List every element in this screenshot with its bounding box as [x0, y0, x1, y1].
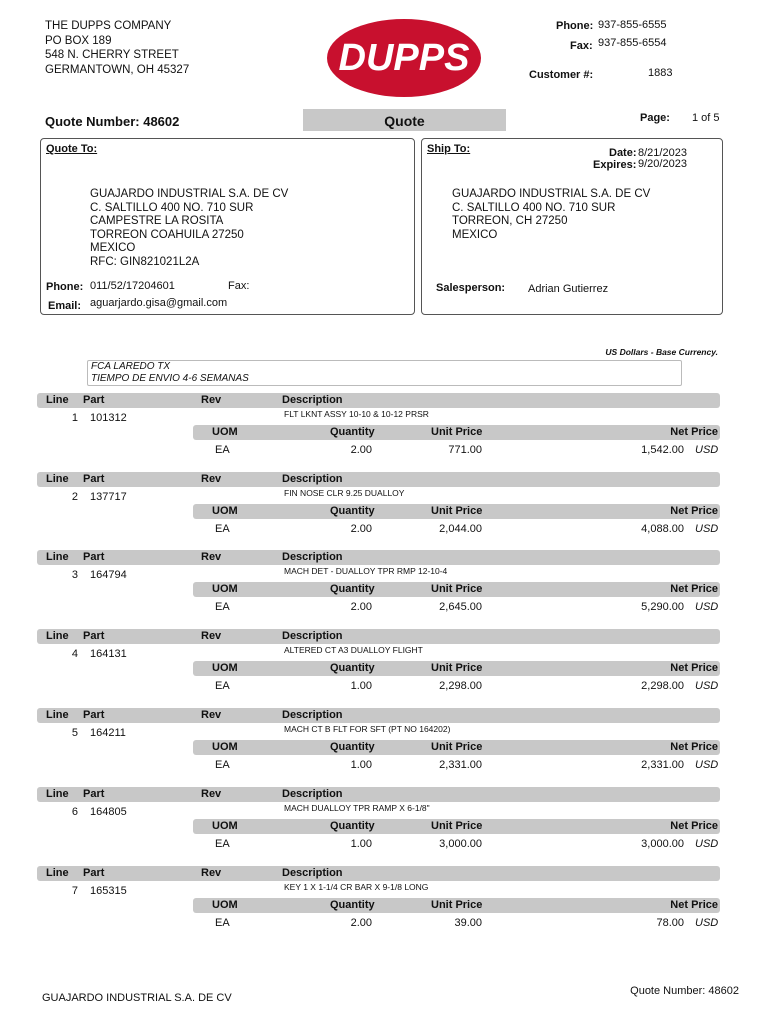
col-uom-header: UOM	[212, 426, 238, 438]
item-line-number: 2	[71, 491, 78, 503]
item-header-bar	[37, 550, 720, 565]
item-quantity: 1.00	[350, 838, 372, 850]
item-part-number: 137717	[90, 491, 127, 503]
col-unit-price-header: Unit Price	[431, 899, 483, 911]
col-rev-header: Rev	[201, 394, 222, 406]
quote-banner: Quote	[303, 109, 506, 131]
quote-date: 8/21/2023	[638, 147, 687, 159]
date-label: Date:	[609, 147, 637, 159]
col-net-price-header: Net Price	[670, 662, 718, 674]
dupps-logo	[326, 18, 482, 98]
col-unit-price-header: Unit Price	[431, 583, 483, 595]
item-quantity: 1.00	[350, 680, 372, 692]
item-line-number: 4	[71, 648, 78, 660]
col-rev-header: Rev	[201, 551, 222, 563]
item-price-header-bar	[193, 898, 720, 913]
item-net-price: 1,542.00	[641, 444, 684, 456]
col-description-header: Description	[282, 473, 343, 485]
col-part-header: Part	[83, 394, 105, 406]
company-address-line: PO BOX 189	[45, 34, 112, 47]
col-description-header: Description	[282, 709, 343, 721]
email-label: Email:	[48, 300, 82, 312]
col-net-price-header: Net Price	[670, 426, 718, 438]
salesperson-label: Salesperson:	[436, 282, 506, 294]
item-description: ALTERED CT A3 DUALLOY FLIGHT	[284, 645, 423, 655]
col-unit-price-header: Unit Price	[431, 741, 483, 753]
company-address-line: 548 N. CHERRY STREET	[45, 49, 179, 61]
item-quantity: 2.00	[350, 444, 372, 456]
item-quantity: 2.00	[350, 601, 372, 613]
company-address-line: GERMANTOWN, OH 45327	[45, 63, 190, 76]
item-uom: EA	[215, 680, 230, 692]
col-part-header: Part	[83, 630, 105, 642]
email-value: aguarjardo.gisa@gmail.com	[90, 297, 228, 309]
currency-note: US Dollars - Base Currency.	[605, 347, 718, 357]
footer-quote-number: Quote Number: 48602	[630, 985, 739, 997]
address-line: GUAJARDO INDUSTRIAL S.A. DE CV	[90, 188, 289, 200]
col-quantity-header: Quantity	[330, 505, 375, 517]
note-line: TIEMPO DE ENVIO 4-6 SEMANAS	[91, 373, 249, 384]
item-uom: EA	[215, 759, 230, 771]
item-price-header-bar	[193, 661, 720, 676]
item-quantity: 2.00	[350, 917, 372, 929]
col-uom-header: UOM	[212, 820, 238, 832]
item-header-bar	[37, 629, 720, 644]
col-description-header: Description	[282, 551, 343, 563]
col-net-price-header: Net Price	[670, 583, 718, 595]
item-part-number: 165315	[90, 885, 127, 897]
item-net-price: 5,290.00	[641, 601, 684, 613]
quote-to-fax-label: Fax:	[228, 280, 250, 292]
address-line: MEXICO	[452, 228, 498, 241]
footer-customer: GUAJARDO INDUSTRIAL S.A. DE CV	[42, 992, 232, 1004]
col-part-header: Part	[83, 473, 105, 485]
col-quantity-header: Quantity	[330, 820, 375, 832]
phone-label: Phone:	[556, 20, 594, 32]
col-rev-header: Rev	[201, 867, 222, 879]
item-net-price: 2,298.00	[641, 680, 684, 692]
col-quantity-header: Quantity	[330, 741, 375, 753]
col-net-price-header: Net Price	[670, 505, 718, 517]
item-description: MACH DET - DUALLOY TPR RMP 12-10-4	[284, 566, 448, 576]
item-unit-price: 771.00	[448, 444, 482, 456]
item-unit-price: 2,298.00	[439, 680, 482, 692]
col-line-header: Line	[46, 630, 69, 642]
item-price-header-bar	[193, 504, 720, 519]
item-header-bar	[37, 472, 720, 487]
item-description: MACH DUALLOY TPR RAMP X 6-1/8"	[284, 803, 430, 813]
item-quantity: 1.00	[350, 759, 372, 771]
item-currency: USD	[695, 759, 719, 771]
col-unit-price-header: Unit Price	[431, 505, 483, 517]
expires-label: Expires:	[593, 159, 637, 171]
col-rev-header: Rev	[201, 788, 222, 800]
item-unit-price: 2,331.00	[439, 759, 482, 771]
quote-to-phone-label: Phone:	[46, 281, 84, 293]
col-uom-header: UOM	[212, 662, 238, 674]
col-uom-header: UOM	[212, 899, 238, 911]
item-description: MACH CT B FLT FOR SFT (PT NO 164202)	[284, 724, 451, 734]
col-rev-header: Rev	[201, 473, 222, 485]
item-part-number: 101312	[90, 412, 127, 424]
item-price-header-bar	[193, 582, 720, 597]
item-description: FLT LKNT ASSY 10-10 & 10-12 PRSR	[284, 409, 429, 419]
item-uom: EA	[215, 444, 230, 456]
item-net-price: 3,000.00	[641, 838, 684, 850]
address-line: TORREON COAHUILA 27250	[90, 228, 244, 241]
quote-to-address	[90, 188, 288, 270]
ship-to-address	[452, 188, 650, 242]
company-name: THE DUPPS COMPANY	[45, 20, 172, 32]
col-description-header: Description	[282, 867, 343, 879]
address-line: TORREON, CH 27250	[452, 215, 568, 228]
col-part-header: Part	[83, 709, 105, 721]
quote-number: Quote Number: 48602	[45, 114, 180, 129]
ship-to-title: Ship To:	[427, 143, 471, 155]
col-uom-header: UOM	[212, 741, 238, 753]
item-price-header-bar	[193, 425, 720, 440]
col-part-header: Part	[83, 788, 105, 800]
col-rev-header: Rev	[201, 709, 222, 721]
item-currency: USD	[695, 917, 719, 929]
company-address	[45, 19, 189, 77]
col-net-price-header: Net Price	[670, 899, 718, 911]
item-part-number: 164211	[90, 727, 126, 739]
item-unit-price: 3,000.00	[439, 838, 482, 850]
address-line: MEXICO	[90, 242, 136, 255]
item-description: FIN NOSE CLR 9.25 DUALLOY	[284, 488, 405, 498]
col-quantity-header: Quantity	[330, 662, 375, 674]
item-description: KEY 1 X 1-1/4 CR BAR X 9-1/8 LONG	[284, 882, 429, 892]
item-line-number: 3	[71, 569, 78, 581]
item-net-price: 2,331.00	[641, 759, 684, 771]
col-line-header: Line	[46, 709, 69, 721]
col-rev-header: Rev	[201, 630, 222, 642]
company-fax: 937-855-6554	[598, 37, 667, 49]
item-header-bar	[37, 866, 720, 881]
item-unit-price: 2,645.00	[439, 601, 482, 613]
company-phone: 937-855-6555	[598, 19, 667, 31]
item-part-number: 164805	[90, 806, 127, 818]
item-unit-price: 39.00	[454, 917, 482, 929]
col-net-price-header: Net Price	[670, 820, 718, 832]
item-header-bar	[37, 393, 720, 408]
item-currency: USD	[695, 601, 719, 613]
quote-to-phone: 011/52/17204601	[90, 280, 175, 292]
note-line: FCA LAREDO TX	[91, 361, 171, 372]
col-quantity-header: Quantity	[330, 583, 375, 595]
item-uom: EA	[215, 601, 230, 613]
item-currency: USD	[695, 444, 719, 456]
quote-to-title: Quote To:	[46, 143, 98, 155]
col-net-price-header: Net Price	[670, 741, 718, 753]
item-price-header-bar	[193, 819, 720, 834]
salesperson-name: Adrian Gutierrez	[528, 283, 609, 295]
col-description-header: Description	[282, 788, 343, 800]
fax-label: Fax:	[570, 40, 593, 52]
item-uom: EA	[215, 838, 230, 850]
col-part-header: Part	[83, 551, 105, 563]
item-currency: USD	[695, 680, 719, 692]
item-unit-price: 2,044.00	[439, 523, 482, 535]
logo-text: DUPPS	[338, 37, 470, 79]
expires-date: 9/20/2023	[638, 158, 687, 170]
address-line: CAMPESTRE LA ROSITA	[90, 215, 224, 228]
customer-number: 1883	[648, 67, 673, 79]
item-line-number: 1	[71, 412, 78, 424]
item-line-number: 6	[71, 806, 78, 818]
col-unit-price-header: Unit Price	[431, 426, 483, 438]
item-currency: USD	[695, 523, 719, 535]
address-line: C. SALTILLO 400 NO. 710 SUR	[90, 201, 254, 214]
page-label: Page:	[640, 112, 670, 124]
col-part-header: Part	[83, 867, 105, 879]
address-line: C. SALTILLO 400 NO. 710 SUR	[452, 201, 616, 214]
col-uom-header: UOM	[212, 583, 238, 595]
item-part-number: 164131	[90, 648, 127, 660]
item-net-price: 4,088.00	[641, 523, 684, 535]
notes-box	[87, 360, 682, 386]
col-unit-price-header: Unit Price	[431, 662, 483, 674]
col-description-header: Description	[282, 394, 343, 406]
page-number: 1 of 5	[692, 112, 720, 124]
item-line-number: 7	[71, 885, 78, 897]
item-quantity: 2.00	[350, 523, 372, 535]
col-line-header: Line	[46, 551, 69, 563]
col-uom-header: UOM	[212, 505, 238, 517]
col-quantity-header: Quantity	[330, 899, 375, 911]
col-unit-price-header: Unit Price	[431, 820, 483, 832]
item-part-number: 164794	[90, 569, 127, 581]
col-line-header: Line	[46, 867, 69, 879]
item-line-number: 5	[71, 727, 78, 739]
item-price-header-bar	[193, 740, 720, 755]
item-header-bar	[37, 787, 720, 802]
item-uom: EA	[215, 523, 230, 535]
col-line-header: Line	[46, 473, 69, 485]
item-uom: EA	[215, 917, 230, 929]
col-line-header: Line	[46, 394, 69, 406]
col-description-header: Description	[282, 630, 343, 642]
item-header-bar	[37, 708, 720, 723]
rfc-line: RFC: GIN821021L2A	[90, 255, 200, 268]
customer-label: Customer #:	[529, 69, 594, 81]
item-currency: USD	[695, 838, 719, 850]
col-line-header: Line	[46, 788, 69, 800]
col-quantity-header: Quantity	[330, 426, 375, 438]
item-net-price: 78.00	[656, 917, 684, 929]
address-line: GUAJARDO INDUSTRIAL S.A. DE CV	[452, 188, 651, 200]
